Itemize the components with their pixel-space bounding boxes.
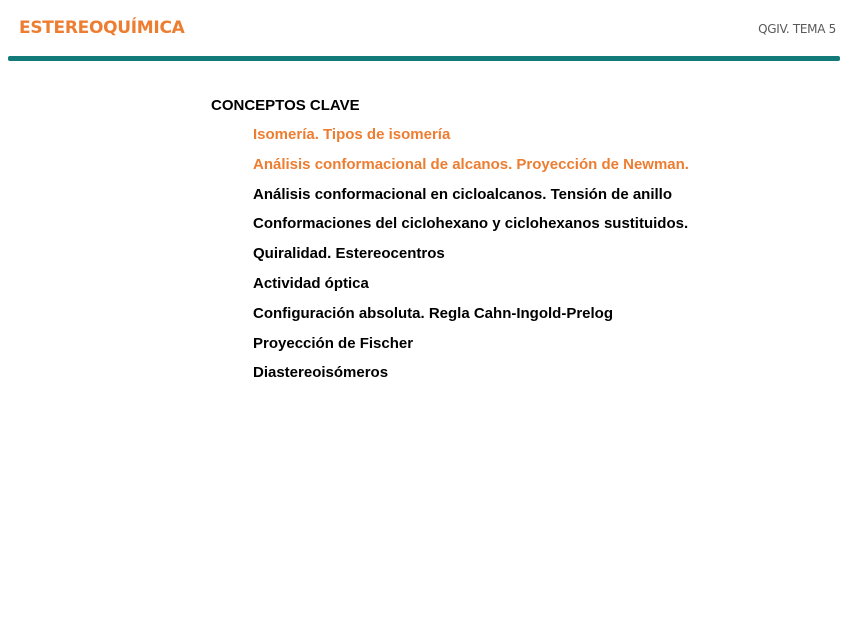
header-divider [8, 56, 840, 61]
list-item: Diastereoisómeros [253, 364, 389, 382]
key-concepts-list [253, 127, 689, 395]
list-item: Actividad óptica [253, 274, 369, 292]
list-item: Configuración absoluta. Regla Cahn-Ingold-Prelog [253, 304, 614, 322]
list-item: Isomería. Tipos de isomería [253, 126, 451, 143]
section-title: CONCEPTOS CLAVE [211, 97, 360, 114]
page-title: ESTEREOQUÍMICA [19, 18, 185, 38]
list-item: Quiralidad. Estereocentros [253, 245, 445, 263]
course-tag: QGIV. TEMA 5 [758, 22, 836, 36]
list-item: Proyección de Fischer [253, 334, 414, 352]
list-item: Conformaciones del ciclohexano y ciclohexanos sustituidos. [253, 215, 689, 233]
list-item: Análisis conformacional en cicloalcanos. Tensión de anillo [253, 185, 672, 203]
list-item: Análisis conformacional de alcanos. Proyección de Newman. [253, 155, 689, 173]
